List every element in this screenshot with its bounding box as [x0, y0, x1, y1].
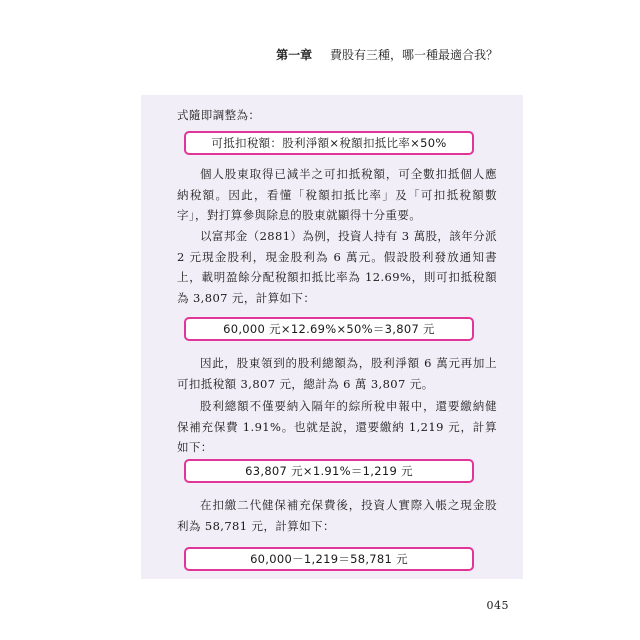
chapter-label: 第一章	[276, 48, 313, 62]
paragraph-health-premium: 股利總額不僅要納入隔年的綜所稅申報中，還要繳納健保補充保費 1.91%。也就是說，還要繳納 1,219 元，計算如下：	[177, 399, 497, 454]
formula-box-tax-credit: 可抵扣稅額：股利淨額×稅額扣抵比率×50%	[184, 131, 474, 155]
formula-box-calculation-1: 60,000 元×12.69%×50%＝3,807 元	[184, 317, 474, 341]
paragraph-example: 以富邦金（2881）為例，投資人持有 3 萬股，該年分派 2 元現金股利，現金股利為 6 萬元。假設股利發放通知書上，載明盈餘分配稅額扣抵比率為 12.69%，則可扣抵稅額為 3,807 元，計算如下：	[177, 229, 497, 305]
paragraph-intro: 式隨即調整為：	[177, 108, 261, 122]
page-number: 045	[486, 599, 509, 612]
formula-box-calculation-2: 63,807 元×1.91%＝1,219 元	[184, 459, 474, 483]
running-header	[276, 46, 498, 63]
paragraph-dividend-total: 因此，股東領到的股利總額為，股利淨額 6 萬元再加上可扣抵稅額 3,807 元，總計為 6 萬 3,807 元。	[177, 356, 497, 391]
formula-box-calculation-3: 60,000－1,219＝58,781 元	[184, 547, 474, 571]
paragraph-explanation: 個人股東取得已減半之可扣抵稅額，可全數扣抵個人應納稅額。因此，看懂「稅額扣抵比率」及「可扣抵稅額數字」，對打算參與除息的股東就顯得十分重要。	[177, 167, 497, 222]
chapter-title: 費股有三種，哪一種最適合我？	[329, 48, 498, 62]
paragraph-net-cash: 在扣繳二代健保補充保費後，投資人實際入帳之現金股利為 58,781 元，計算如下：	[177, 498, 497, 533]
